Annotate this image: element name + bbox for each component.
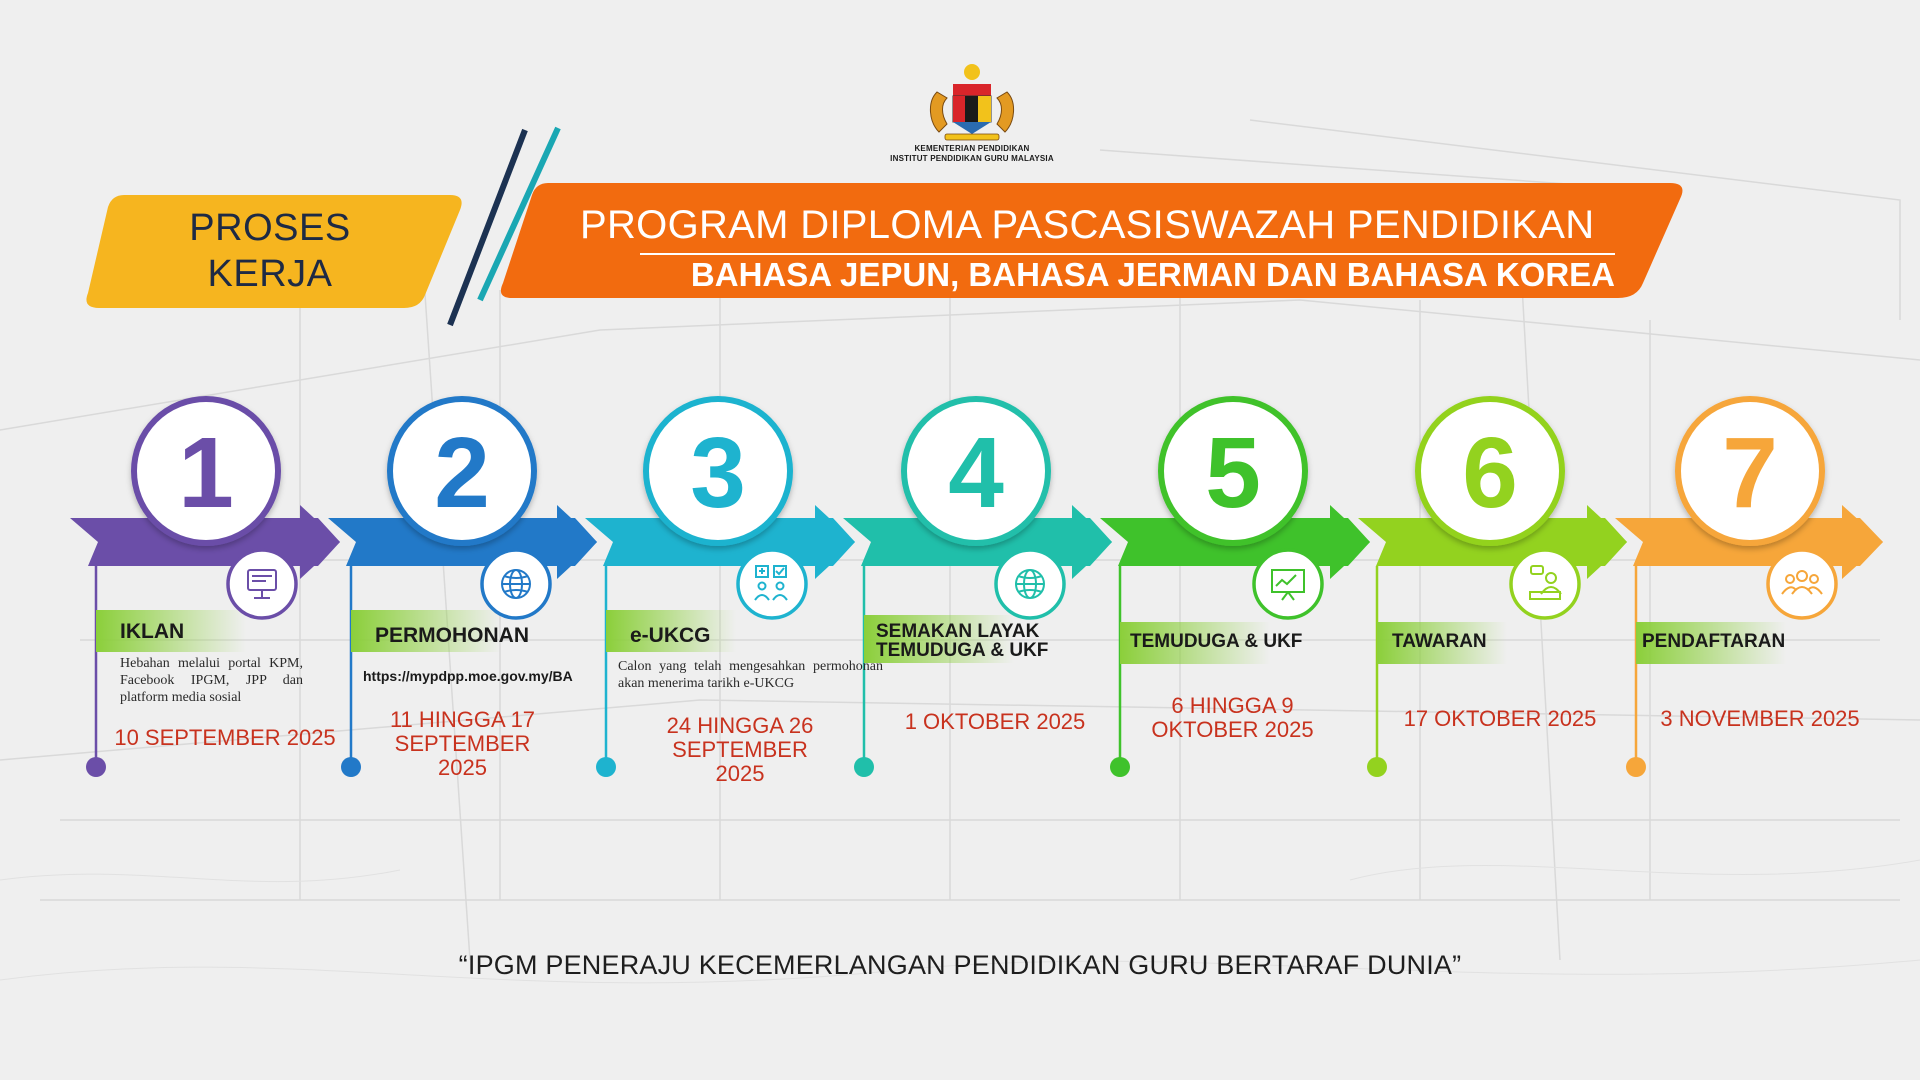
dot-1 bbox=[86, 757, 106, 777]
step-date-1: 10 SEPTEMBER 2025 bbox=[114, 725, 336, 750]
step-title-e-ukcg: e-UKCG bbox=[630, 624, 711, 647]
logo-line-ministry: KEMENTERIAN PENDIDIKAN bbox=[914, 144, 1030, 153]
arrowhead-5 bbox=[1330, 505, 1370, 579]
dot-4 bbox=[854, 757, 874, 777]
step-date-2: 11 HINGGA 17 SEPTEMBER 2025 bbox=[389, 707, 536, 780]
step-number-2: 2 bbox=[434, 417, 490, 529]
step-title-tawaran: TAWARAN bbox=[1392, 631, 1487, 652]
footer-quote: “IPGM PENERAJU KECEMERLANGAN PENDIDIKAN GURU BERTARAF DUNIA” bbox=[458, 950, 1462, 980]
step-number-7: 7 bbox=[1722, 417, 1778, 529]
step-title-permohonan: PERMOHONAN bbox=[375, 624, 530, 647]
step-number-1: 1 bbox=[178, 417, 234, 529]
step-title-semakan: SEMAKAN LAYAK TEMUDUGA & UKF bbox=[876, 621, 1049, 661]
step-title-temuduga: TEMUDUGA & UKF bbox=[1130, 631, 1303, 652]
arrowhead-1 bbox=[300, 505, 340, 579]
step-date-7: 3 NOVEMBER 2025 bbox=[1660, 706, 1860, 731]
icon-circle-7 bbox=[1768, 550, 1836, 618]
step-number-4: 4 bbox=[948, 417, 1004, 529]
arrowhead-7 bbox=[1842, 505, 1883, 579]
logo-line-institute: INSTITUT PENDIDIKAN GURU MALAYSIA bbox=[890, 154, 1054, 163]
dot-6 bbox=[1367, 757, 1387, 777]
dot-3 bbox=[596, 757, 616, 777]
step-number-6: 6 bbox=[1462, 417, 1518, 529]
dot-5 bbox=[1110, 757, 1130, 777]
step-date-3: 24 HINGGA 26 SEPTEMBER 2025 bbox=[666, 713, 814, 786]
step-url-permohonan: https://mypdpp.moe.gov.my/BA bbox=[363, 668, 573, 684]
arrowhead-3 bbox=[815, 505, 855, 579]
kerja-line: KERJA bbox=[207, 253, 333, 295]
step-title-pendaftaran: PENDAFTARAN bbox=[1642, 631, 1786, 652]
step-number-5: 5 bbox=[1205, 417, 1261, 529]
step-title-iklan: IKLAN bbox=[120, 620, 185, 643]
step-desc-e-ukcg: Calon yang telah mengesahkan permohonan akan menerima tarikh e-UKCG bbox=[618, 659, 883, 691]
icon-circle-1 bbox=[228, 550, 296, 618]
step-date-5: 6 HINGGA 9 OKTOBER 2025 bbox=[1151, 693, 1314, 742]
proses-line: PROSES bbox=[189, 207, 351, 249]
dot-2 bbox=[341, 757, 361, 777]
step-date-6: 17 OKTOBER 2025 bbox=[1403, 706, 1597, 731]
program-title: PROGRAM DIPLOMA PASCASISWAZAH PENDIDIKAN bbox=[580, 203, 1595, 247]
arrowhead-4 bbox=[1072, 505, 1112, 579]
icon-circle-6 bbox=[1511, 550, 1579, 618]
step-desc-iklan: Hebahan melalui portal KPM, Facebook IPGM, JPP dan platform media sosial bbox=[120, 656, 303, 705]
dot-7 bbox=[1626, 757, 1646, 777]
arrowhead-2 bbox=[557, 505, 597, 579]
arrowhead-6 bbox=[1587, 505, 1627, 579]
step-date-4: 1 OKTOBER 2025 bbox=[904, 709, 1086, 734]
step-number-3: 3 bbox=[690, 417, 746, 529]
icon-circle-3 bbox=[738, 550, 806, 618]
program-subtitle: BAHASA JEPUN, BAHASA JERMAN DAN BAHASA KOREA bbox=[690, 256, 1615, 293]
